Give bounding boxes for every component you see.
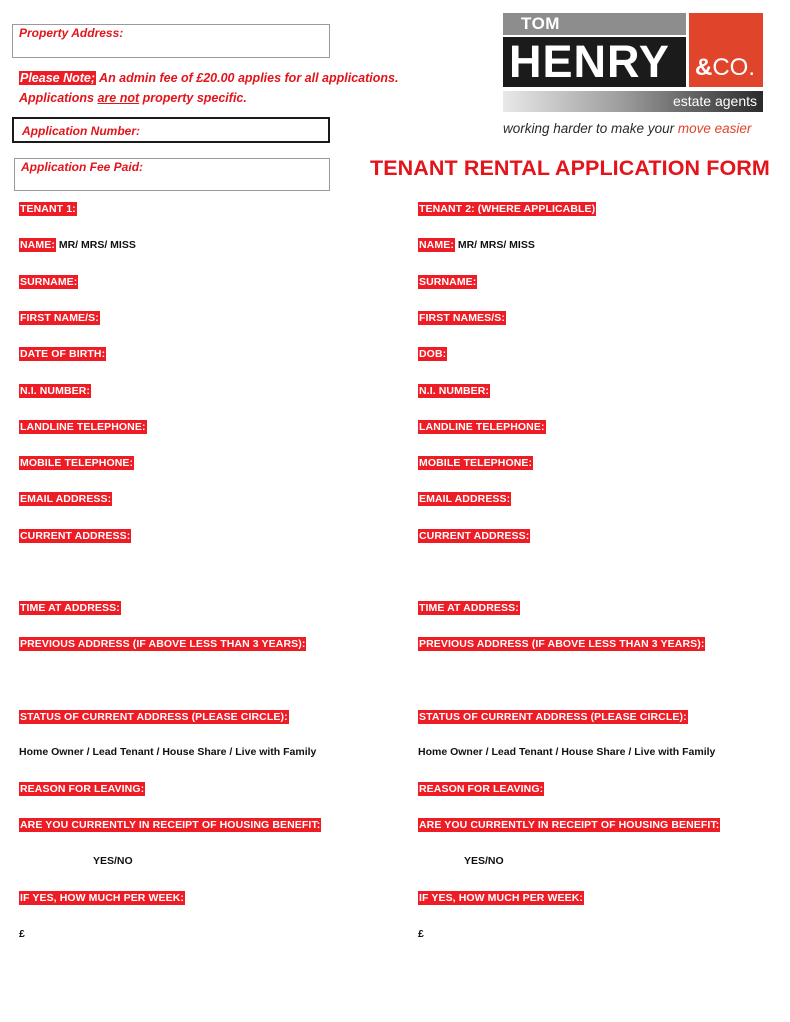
email-label: EMAIL ADDRESS: — [20, 493, 112, 505]
tenant2-surname-field[interactable] — [418, 276, 477, 288]
email-label: EMAIL ADDRESS: — [419, 493, 511, 505]
dob-label: DATE OF BIRTH: — [20, 348, 106, 360]
logo-estate-text: estate agents — [672, 93, 757, 109]
logo-co-square — [689, 13, 763, 87]
tenant2-time-at-address-field[interactable] — [418, 602, 520, 614]
property-address-field[interactable] — [12, 24, 330, 58]
tenant1-status-options[interactable]: Home Owner / Lead Tenant / House Share / Live with Family — [19, 746, 317, 758]
tenant2-mobile-field[interactable] — [418, 457, 533, 469]
tenant2-housing-benefit-field — [418, 819, 720, 831]
tenant2-yes-no-option[interactable]: YES/NO — [464, 855, 504, 867]
current-address-label: CURRENT ADDRESS: — [20, 530, 131, 542]
housing-benefit-label: ARE YOU CURRENTLY IN RECEIPT OF HOUSING BENEFIT: — [419, 819, 720, 831]
tagline-main: working harder to make your — [503, 121, 678, 136]
application-fee-label: Application Fee Paid: — [21, 160, 144, 174]
tenant2-name-field[interactable] — [418, 239, 535, 251]
dob-label: DOB: — [419, 348, 447, 360]
tenant1-name-field[interactable] — [19, 239, 136, 251]
application-number-field[interactable] — [12, 117, 330, 143]
tenant1-email-field[interactable] — [19, 493, 112, 505]
tenant1-time-at-address-field[interactable] — [19, 602, 121, 614]
property-address-label: Property Address: — [19, 26, 124, 40]
application-fee-field[interactable] — [14, 158, 330, 191]
tenant1-heading — [19, 203, 77, 215]
note-text-pre: Applications — [19, 91, 98, 105]
surname-label: SURNAME: — [20, 276, 78, 288]
tenant2-status-options[interactable]: Home Owner / Lead Tenant / House Share / Live with Family — [418, 746, 716, 758]
logo-tagline — [503, 121, 751, 136]
reason-leaving-label: REASON FOR LEAVING: — [20, 783, 145, 795]
property-specific-note — [19, 91, 247, 105]
tenant2-landline-field[interactable] — [418, 421, 546, 433]
ni-label: N.I. NUMBER: — [419, 385, 490, 397]
tenant1-heading-label: TENANT 1: — [20, 203, 76, 215]
previous-address-label: PREVIOUS ADDRESS (IF ABOVE LESS THAN 3 YEARS): — [20, 638, 306, 650]
logo-tom-text: TOM — [521, 14, 560, 33]
mobile-label: MOBILE TELEPHONE: — [419, 457, 533, 469]
tenant1-dob-field[interactable] — [19, 348, 106, 360]
page-title: TENANT RENTAL APPLICATION FORM — [370, 156, 770, 180]
tenant1-housing-benefit-field — [19, 819, 321, 831]
tenant2-reason-leaving-field[interactable] — [418, 783, 544, 795]
application-number-label: Application Number: — [22, 124, 141, 138]
time-at-address-label: TIME AT ADDRESS: — [20, 602, 120, 614]
previous-address-label: PREVIOUS ADDRESS (IF ABOVE LESS THAN 3 YEARS): — [419, 638, 705, 650]
are-not-underlined: are not — [97, 91, 140, 105]
landline-label: LANDLINE TELEPHONE: — [419, 421, 545, 433]
time-at-address-label: TIME AT ADDRESS: — [419, 602, 519, 614]
how-much-label: IF YES, HOW MUCH PER WEEK: — [20, 892, 184, 904]
tenant2-first-names-field[interactable] — [418, 312, 506, 324]
tenant2-status-field — [418, 711, 688, 723]
name-label: NAME: — [20, 239, 55, 251]
logo-estate-bar — [503, 91, 763, 112]
tagline-accent: move easier — [677, 121, 752, 136]
tenant1-yes-no-option[interactable]: YES/NO — [93, 855, 133, 867]
please-note-highlight: Please Note; — [20, 71, 96, 85]
logo-co-text — [695, 55, 755, 81]
tenant1-current-address-field[interactable] — [19, 530, 131, 542]
status-label: STATUS OF CURRENT ADDRESS (PLEASE CIRCLE): — [419, 711, 687, 723]
status-label: STATUS OF CURRENT ADDRESS (PLEASE CIRCLE): — [20, 711, 288, 723]
tenant2-how-much-field — [418, 892, 584, 904]
tenant2-email-field[interactable] — [418, 493, 511, 505]
logo-ampersand: & — [695, 54, 713, 81]
tenant2-heading-label: TENANT 2: (WHERE APPLICABLE) — [419, 203, 596, 215]
reason-leaving-label: REASON FOR LEAVING: — [419, 783, 544, 795]
first-names-label: FIRST NAME/S: — [20, 312, 99, 324]
surname-label: SURNAME: — [419, 276, 477, 288]
ni-label: N.I. NUMBER: — [20, 385, 91, 397]
logo-henry-bar — [503, 37, 686, 87]
current-address-label: CURRENT ADDRESS: — [419, 530, 530, 542]
title-options[interactable]: MR/ MRS/ MISS — [58, 239, 136, 251]
tenant1-surname-field[interactable] — [19, 276, 78, 288]
landline-label: LANDLINE TELEPHONE: — [20, 421, 146, 433]
tenant1-status-field — [19, 711, 289, 723]
logo-tom-bar — [503, 13, 686, 35]
title-options[interactable]: MR/ MRS/ MISS — [457, 239, 535, 251]
admin-fee-text: An admin fee of £20.00 applies for all applications. — [96, 71, 399, 85]
tenant1-amount-field[interactable]: £ — [19, 928, 25, 940]
tenant1-first-names-field[interactable] — [19, 312, 100, 324]
tenant1-how-much-field — [19, 892, 185, 904]
admin-fee-note — [19, 71, 398, 85]
tenant2-ni-field[interactable] — [418, 385, 490, 397]
note-text-post: property specific. — [139, 91, 247, 105]
tenant2-previous-address-field[interactable] — [418, 638, 705, 650]
tenant1-reason-leaving-field[interactable] — [19, 783, 145, 795]
tenant1-mobile-field[interactable] — [19, 457, 134, 469]
tenant1-ni-field[interactable] — [19, 385, 91, 397]
logo-co-letters: CO. — [712, 54, 756, 81]
mobile-label: MOBILE TELEPHONE: — [20, 457, 134, 469]
name-label: NAME: — [419, 239, 454, 251]
logo-henry-text: HENRY — [509, 36, 670, 87]
how-much-label: IF YES, HOW MUCH PER WEEK: — [419, 892, 583, 904]
tom-henry-logo — [503, 13, 763, 113]
tenant2-current-address-field[interactable] — [418, 530, 530, 542]
tenant2-dob-field[interactable] — [418, 348, 447, 360]
tenant1-landline-field[interactable] — [19, 421, 147, 433]
first-names-label: FIRST NAMES/S: — [419, 312, 505, 324]
tenant2-heading — [418, 203, 596, 215]
tenant1-previous-address-field[interactable] — [19, 638, 306, 650]
housing-benefit-label: ARE YOU CURRENTLY IN RECEIPT OF HOUSING BENEFIT: — [20, 819, 321, 831]
tenant2-amount-field[interactable]: £ — [418, 928, 424, 940]
